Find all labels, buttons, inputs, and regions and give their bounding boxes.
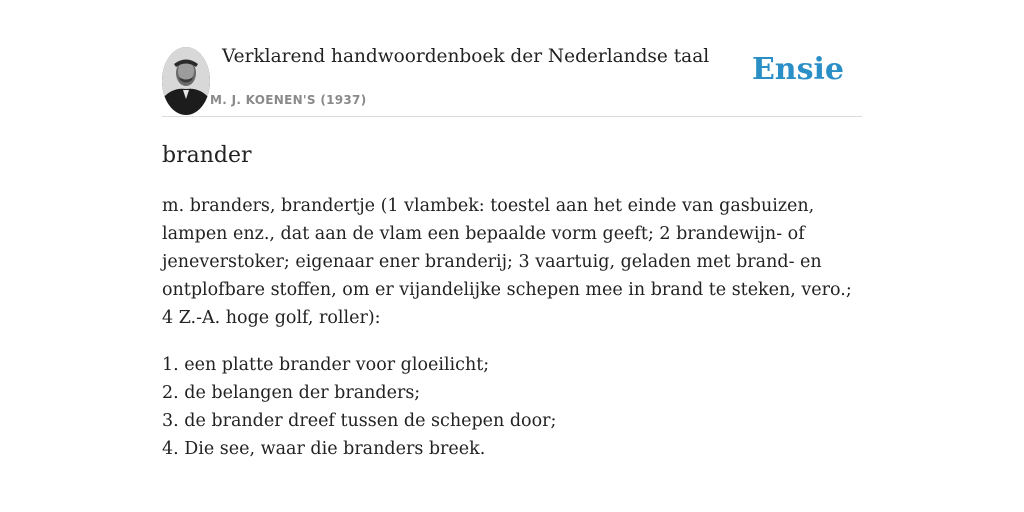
dictionary-header bbox=[162, 0, 862, 117]
portrait-figure bbox=[162, 47, 210, 115]
book-title: Verklarend handwoordenboek der Nederlandse taal bbox=[222, 46, 710, 67]
author-label: M. J. KOENEN'S (1937) bbox=[210, 93, 367, 107]
author-portrait-icon bbox=[162, 47, 210, 115]
example-item: 2. de belangen der branders; bbox=[162, 383, 421, 403]
example-item: 1. een platte brander voor gloeilicht; bbox=[162, 355, 490, 375]
example-item: 3. de brander dreef tussen de schepen door; bbox=[162, 411, 557, 431]
headword: brander bbox=[162, 143, 252, 168]
ensie-logo-link[interactable]: Ensie bbox=[751, 52, 844, 87]
definition-text: m. branders, brandertje (1 vlambek: toestel aan het einde van gasbuizen, lampen enz., dat aan de vlam een bepaalde vorm geeft; 2 brandewijn- of jeneverstoker; eigenaar ener branderij; 3 vaartuig, geladen met brand- en ontplofbare stoffen, om er vijandelijke schepen mee in brand te steken, vero.; 4 Z.-A. hoge golf, roller): bbox=[162, 196, 852, 328]
example-item: 4. Die see, waar die branders breek. bbox=[162, 439, 486, 459]
example-list bbox=[162, 351, 862, 463]
page bbox=[162, 0, 862, 463]
